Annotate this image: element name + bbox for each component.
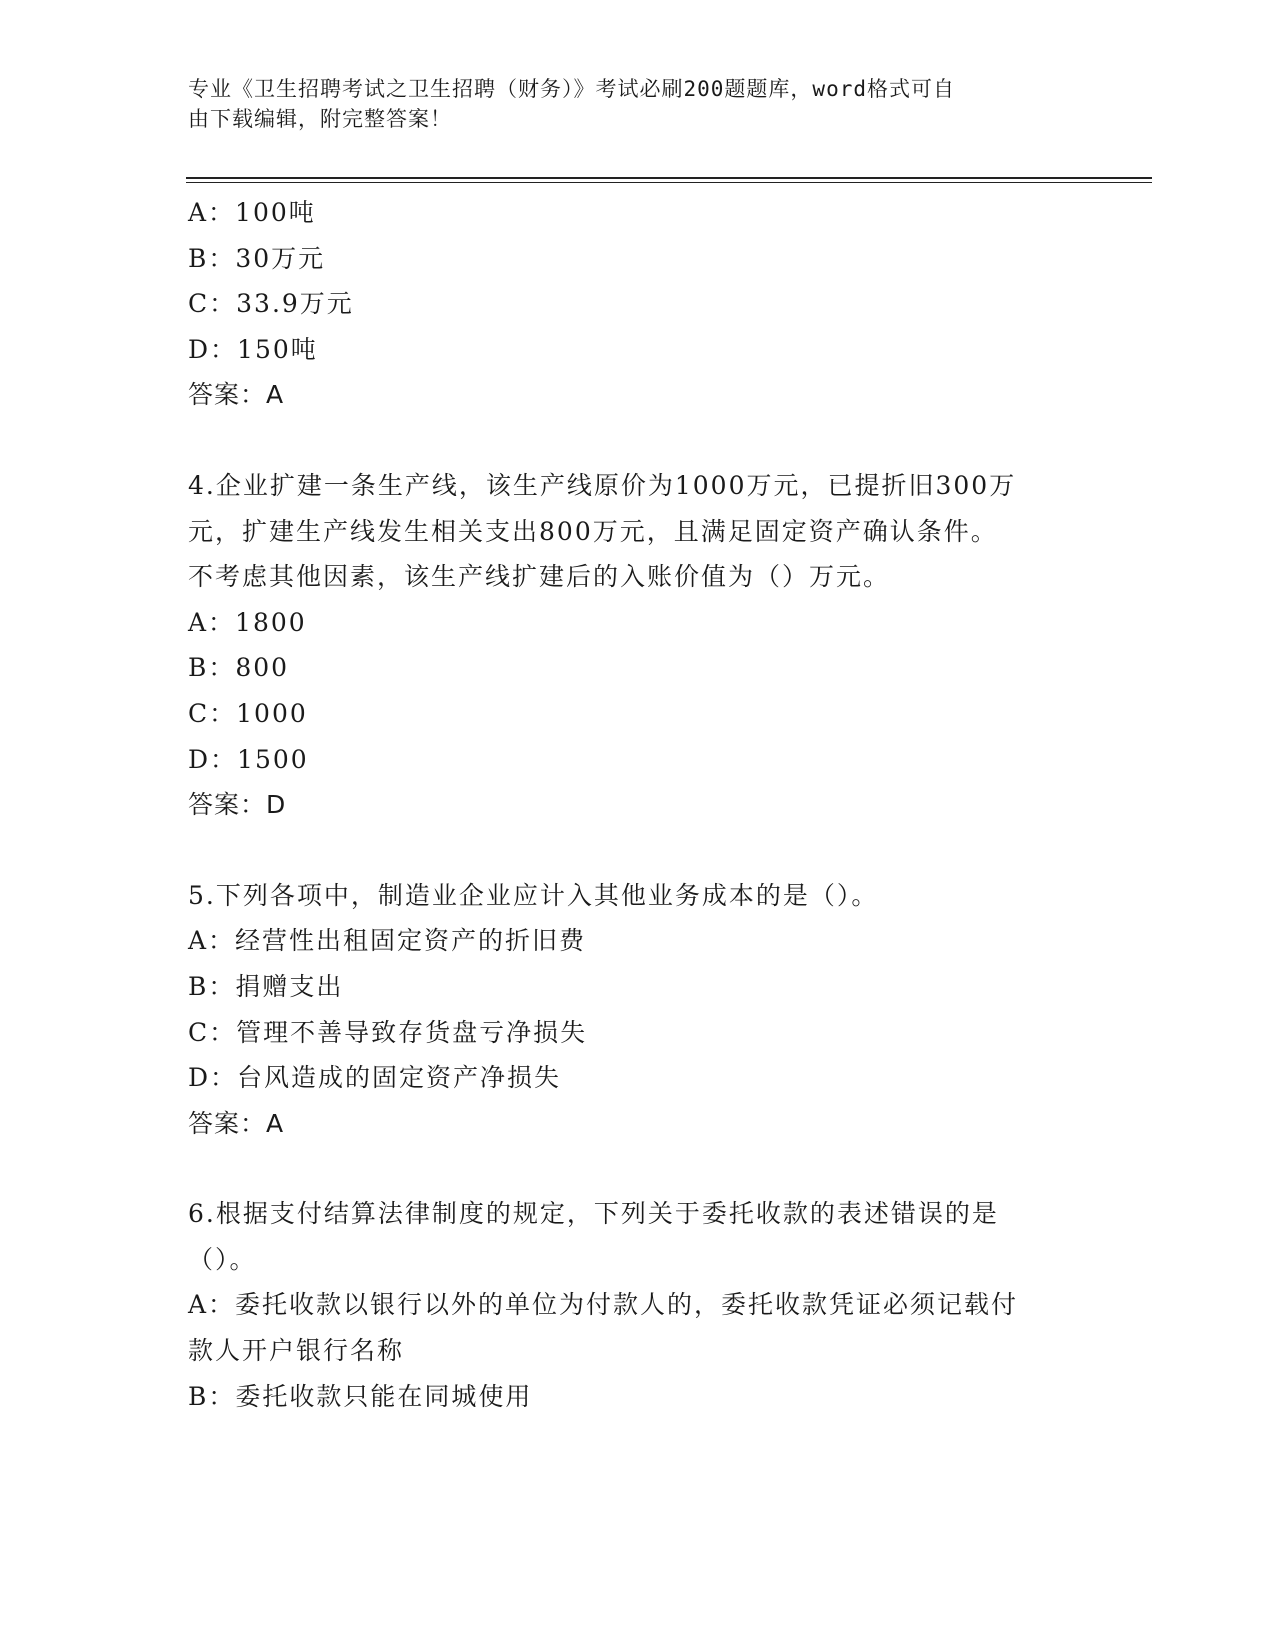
option-b: B：800 bbox=[188, 653, 290, 683]
option-c: C：1000 bbox=[188, 698, 308, 728]
option-d: D：1500 bbox=[188, 744, 309, 774]
header-line-2: 由下载编辑，附完整答案！ bbox=[188, 107, 452, 131]
spacer bbox=[188, 1146, 1088, 1191]
option-a: A：100吨 bbox=[188, 198, 316, 227]
question-list bbox=[188, 190, 1088, 1419]
header-divider bbox=[186, 177, 1152, 179]
option-b: B：30万元 bbox=[188, 243, 326, 273]
option-d: D：台风造成的固定资产净损失 bbox=[188, 1063, 562, 1093]
option-d: D：150吨 bbox=[188, 334, 318, 364]
question-stem-line: 5.下列各项中，制造业企业应计入其他业务成本的是（）。 bbox=[188, 880, 879, 910]
question-stem-line: 6.根据支付结算法律制度的规定，下列关于委托收款的表述错误的是 bbox=[188, 1199, 999, 1229]
option-a: A：经营性出租固定资产的折旧费 bbox=[188, 926, 587, 956]
document-header bbox=[188, 74, 1068, 134]
option-b: B：捐赠支出 bbox=[188, 971, 344, 1001]
answer: 答案：A bbox=[188, 380, 285, 410]
question-3 bbox=[188, 190, 1088, 418]
header-divider-thin bbox=[186, 182, 1152, 183]
question-stem-line: （）。 bbox=[188, 1244, 257, 1274]
question-5 bbox=[188, 873, 1088, 1147]
question-stem-line: 不考虑其他因素，该生产线扩建后的入账价值为（）万元。 bbox=[188, 562, 891, 592]
option-a-continued: 款人开户银行名称 bbox=[188, 1336, 405, 1366]
question-stem-line: 元，扩建生产线发生相关支出800万元，且满足固定资产确认条件。 bbox=[188, 516, 998, 546]
question-6 bbox=[188, 1191, 1088, 1419]
option-b: B：委托收款只能在同城使用 bbox=[188, 1381, 533, 1411]
spacer bbox=[188, 418, 1088, 463]
option-c: C：管理不善导致存货盘亏净损失 bbox=[188, 1017, 588, 1047]
header-line-1: 专业《卫生招聘考试之卫生招聘（财务）》考试必刷200题题库，word格式可自 bbox=[188, 77, 955, 101]
answer: 答案：D bbox=[188, 790, 287, 820]
answer: 答案：A bbox=[188, 1108, 285, 1138]
question-4 bbox=[188, 463, 1088, 828]
spacer bbox=[188, 828, 1088, 873]
question-stem-line: 4.企业扩建一条生产线，该生产线原价为1000万元，已提折旧300万 bbox=[188, 470, 1017, 500]
option-a: A：委托收款以银行以外的单位为付款人的，委托收款凭证必须记载付 bbox=[188, 1290, 1019, 1320]
option-c: C：33.9万元 bbox=[188, 289, 354, 319]
option-a: A：1800 bbox=[188, 607, 307, 637]
